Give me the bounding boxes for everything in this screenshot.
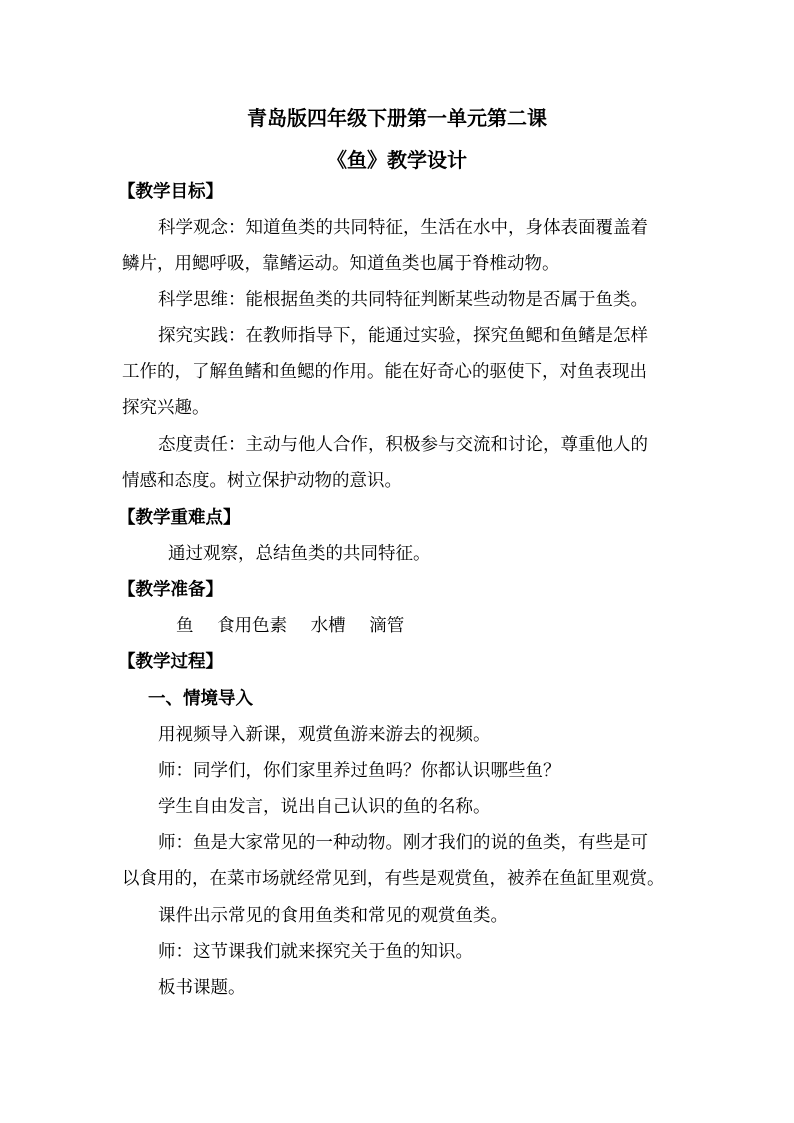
process-p4-line-2: 以食用的，在菜市场就经常见到，有些是观赏鱼，被养在鱼缸里观赏。 [122,869,665,889]
key-points-heading: 【教学重难点】 [118,508,241,528]
prep-item-dropper: 滴管 [369,616,405,636]
preparation-heading: 【教学准备】 [118,580,223,600]
process-heading: 【教学过程】 [118,652,223,672]
process-section-1: 一、情境导入 [148,689,253,709]
key-points-text: 通过观察，总结鱼类的共同特征。 [168,544,431,564]
goal-practice-line-3: 探究兴趣。 [122,398,210,418]
prep-item-food-coloring: 食用色素 [217,616,288,636]
goal-practice-line-2: 工作的，了解鱼鳍和鱼鳃的作用。能在好奇心的驱使下，对鱼表现出 [122,362,647,382]
goal-concept-line-2: 鳞片，用鳃呼吸，靠鳍运动。知道鱼类也属于脊椎动物。 [122,254,560,274]
process-p7: 板书课题。 [158,978,246,998]
goal-concept-line-1: 科学观念：知道鱼类的共同特征，生活在水中，身体表面覆盖着 [158,218,648,238]
document-title: 青岛版四年级下册第一单元第二课 [247,106,547,130]
prep-item-water-tank: 水槽 [310,616,346,636]
goal-thinking: 科学思维：能根据鱼类的共同特征判断某些动物是否属于鱼类。 [158,290,648,310]
document-subtitle: 《鱼》教学设计 [327,148,467,172]
preparation-items [176,615,422,637]
process-p1: 用视频导入新课，观赏鱼游来游去的视频。 [158,725,491,745]
prep-item-fish: 鱼 [176,616,194,636]
process-p4-line-1: 师：鱼是大家常见的一种动物。刚才我们的说的鱼类，有些是可 [158,833,648,853]
goal-attitude-line-2: 情感和态度。树立保护动物的意识。 [122,471,402,491]
process-p6: 师：这节课我们就来探究关于鱼的知识。 [158,942,473,962]
goal-attitude-line-1: 态度责任：主动与他人合作，积极参与交流和讨论，尊重他人的 [158,435,648,455]
goals-heading: 【教学目标】 [118,182,223,202]
goal-practice-line-1: 探究实践：在教师指导下，能通过实验，探究鱼鳃和鱼鳍是怎样 [158,326,648,346]
process-p5: 课件出示常见的食用鱼类和常见的观赏鱼类。 [158,906,508,926]
process-p2: 师：同学们，你们家里养过鱼吗？你都认识哪些鱼？ [158,761,561,781]
process-p3: 学生自由发言，说出自己认识的鱼的名称。 [158,797,491,817]
